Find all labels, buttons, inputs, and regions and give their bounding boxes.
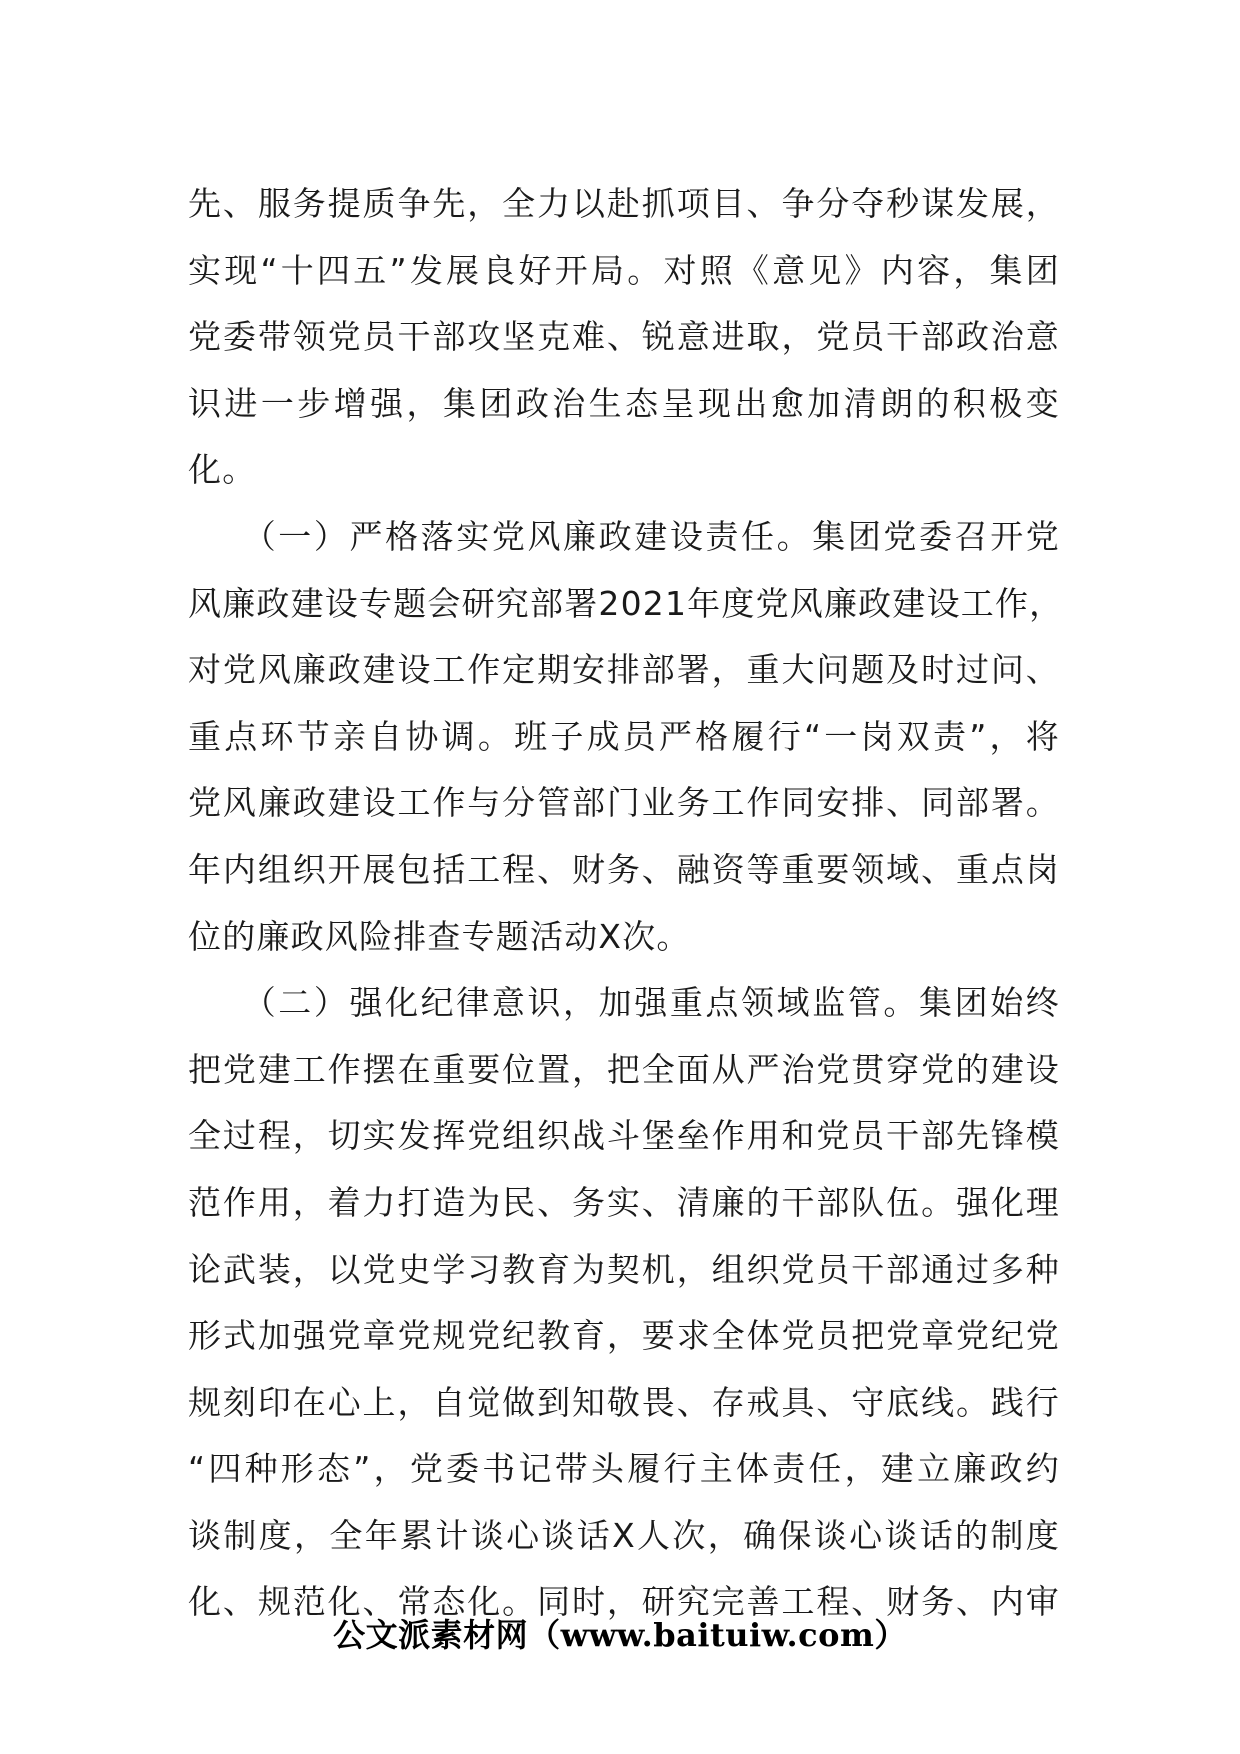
text-line: 实现“十四五”发展良好开局。对照《意见》内容，集团 (188, 250, 1060, 290)
footer-watermark-text: 公文派素材网（www.baituiw.com） (333, 1616, 907, 1654)
text-line: “四种形态”，党委书记带头履行主体责任，建立廉政约 (188, 1449, 1060, 1489)
text-line: 位的廉政风险排查专题活动X次。 (188, 916, 691, 956)
text-line: 形式加强党章党规党纪教育，要求全体党员把党章党纪党 (188, 1316, 1060, 1356)
text-line: 年内组织开展包括工程、财务、融资等重要领域、重点岗 (188, 849, 1060, 889)
text-line: 化、规范化、常态化。同时，研究完善工程、财务、内审 (188, 1582, 1060, 1622)
text-line: 风廉政建设专题会研究部署2021年度党风廉政建设工作， (188, 583, 1064, 623)
text-line: 把党建工作摆在重要位置，把全面从严治党贯穿党的建设 (188, 1049, 1060, 1089)
text-line: 识进一步增强，集团政治生态呈现出愈加清朗的积极变 (188, 383, 1060, 423)
text-line: 论武装，以党史学习教育为契机，组织党员干部通过多种 (188, 1249, 1060, 1289)
body-text (188, 171, 1064, 1636)
text-line: 党风廉政建设工作与分管部门业务工作同安排、同部署。 (188, 783, 1060, 823)
text-line: 谈制度，全年累计谈心谈话X人次，确保谈心谈话的制度 (188, 1515, 1060, 1555)
text-line: 全过程，切实发挥党组织战斗堡垒作用和党员干部先锋模 (188, 1116, 1060, 1156)
text-line: 重点环节亲自协调。班子成员严格履行“一岗双责”，将 (188, 716, 1060, 756)
text-line: 党委带领党员干部攻坚克难、锐意进取，党员干部政治意 (188, 317, 1060, 357)
section-two-heading-line: （二）强化纪律意识，加强重点领域监管。集团始终 (188, 983, 1060, 1023)
section-one-heading-line: （一）严格落实党风廉政建设责任。集团党委召开党 (188, 516, 1060, 556)
text-line: 化。 (188, 450, 257, 490)
text-line: 范作用，着力打造为民、务实、清廉的干部队伍。强化理 (188, 1182, 1060, 1222)
text-line: 先、服务提质争先，全力以赴抓项目、争分夺秒谋发展， (188, 184, 1060, 223)
text-line: 规刻印在心上，自觉做到知敬畏、存戒具、守底线。践行 (188, 1382, 1060, 1422)
text-line: 对党风廉政建设工作定期安排部署，重大问题及时过问、 (188, 650, 1060, 690)
